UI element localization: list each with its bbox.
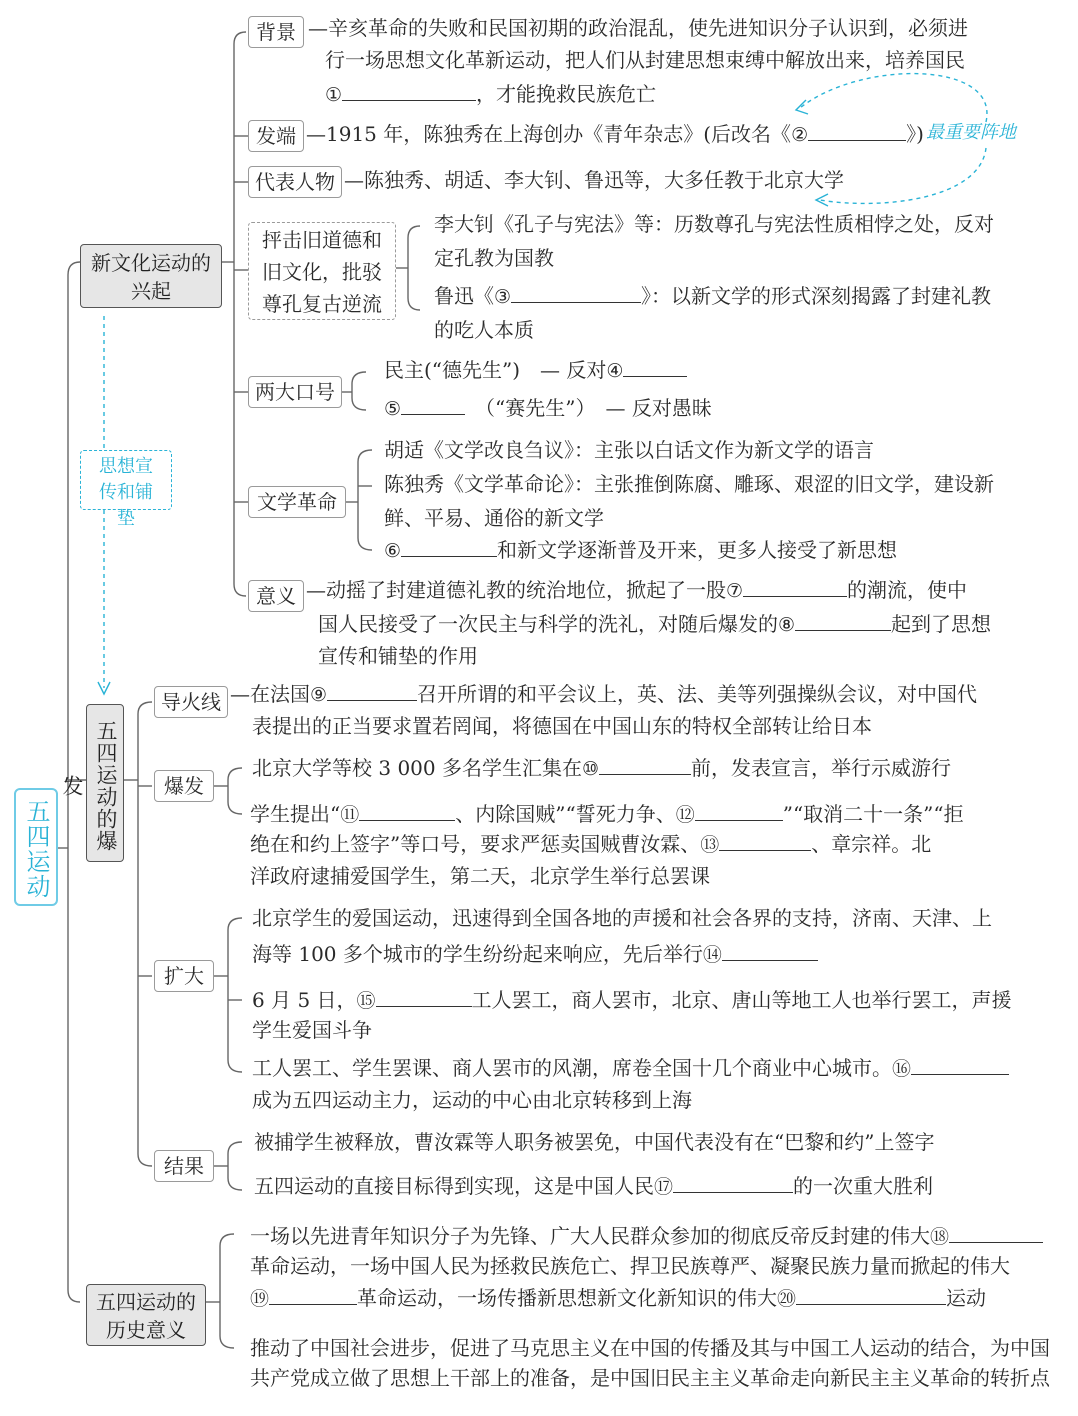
blank-17[interactable] (673, 1170, 793, 1193)
daohuo-line-1: —在法国⑨ 召开所谓的和平会议上，英、法、美等列强操纵会议，对中国代 (230, 678, 977, 712)
kuoda-a-1: 北京学生的爱国运动，迅速得到全国各地的声援和社会各界的支持，济南、天津、上 (252, 906, 992, 930)
kouhao-line-1: 民主(“德先生”) — 反对④ (384, 354, 687, 388)
kuoda-b-1: 6 月 5 日，⑮ 工人罢工，商人罢市，北京、唐山等地工人也举行罢工，声援 (252, 984, 1012, 1018)
wenxue-label: 文学革命 (248, 486, 346, 518)
bao-line-2: 学生提出“⑪ 、内除国贼”“誓死力争、⑫ ”“取消二十一条”“拒 (250, 798, 964, 832)
faduan-label: 发端 (248, 120, 304, 152)
blank-1[interactable] (342, 78, 476, 101)
daohuo-line-2: 表提出的正当要求置若罔闻，将德国在中国山东的特权全部转让给日本 (252, 714, 872, 738)
blank-15[interactable] (376, 984, 472, 1007)
blank-2[interactable] (808, 118, 906, 141)
wenxue-hu: 胡适《文学改良刍议》：主张以白话文作为新文学的语言 (384, 438, 874, 462)
lishi-a-1: 一场以先进青年知识分子为先锋、广大人民群众参加的彻底反帝反封建的伟大⑱ (250, 1220, 1043, 1254)
kuoda-b-2: 学生爱国斗争 (252, 1018, 372, 1042)
lishi-b-1: 推动了中国社会进步，促进了马克思主义在中国的传播及其与中国工人运动的结合，为中国 (250, 1336, 1050, 1360)
blank-4[interactable] (623, 354, 687, 377)
kuoda-c-2: 成为五四运动主力，运动的中心由北京转移到上海 (252, 1088, 692, 1112)
daibiao-label: 代表人物 (248, 166, 342, 198)
blank-1-number: ① (325, 84, 343, 106)
yiyi-line-2: 国人民接受了一次民主与科学的洗礼，对随后爆发的⑧ 起到了思想 (318, 608, 991, 642)
yiyi-label: 意义 (248, 580, 304, 612)
blank-16[interactable] (911, 1052, 1009, 1075)
pengji-lu-1: 鲁迅《③ 》：以新文学的形式深刻揭露了封建礼教 (434, 280, 991, 314)
branch-xinwenhua-title: 新文化运动的兴起 (80, 244, 222, 308)
blank-10[interactable] (599, 752, 691, 775)
annotation-label: 最重要阵地 (926, 122, 1016, 143)
root-node: 五四运动 (14, 788, 58, 906)
blank-9[interactable] (327, 678, 417, 701)
bao-line-3: 绝在和约上签字”等口号，要求严惩卖国贼曹汝霖、⑬ 、章宗祥。北 (250, 828, 931, 862)
daibiao-text: —陈独秀、胡适、李大钊、鲁迅等，大多任教于北京大学 (344, 168, 844, 192)
jieguo-label: 结果 (154, 1150, 214, 1182)
blank-3[interactable] (511, 280, 641, 303)
kouhao-line-2: ⑤ （“赛先生”） — 反对愚昧 (384, 392, 712, 426)
daohuo-label: 导火线 (154, 686, 228, 718)
blank-12[interactable] (695, 798, 783, 821)
blank-18[interactable] (949, 1220, 1043, 1243)
blank-6[interactable] (401, 534, 497, 557)
lishi-a-2: 革命运动，一场中国人民为拯救民族危亡、捍卫民族尊严、凝聚民族力量而掀起的伟大 (250, 1254, 1010, 1278)
beijing-text-3: ① ，才能挽救民族危亡 (325, 78, 656, 112)
kouhao-label: 两大口号 (248, 376, 342, 408)
beijing-text-2: 行一场思想文化革新运动，把人们从封建思想束缚中解放出来，培养国民 (325, 48, 965, 72)
pengji-lu-2: 的吃人本质 (434, 318, 534, 342)
jieguo-line-1: 被捕学生被释放，曹汝霖等人职务被罢免，中国代表没有在“巴黎和约”上签字 (254, 1130, 935, 1154)
yiyi-line-3: 宣传和铺垫的作用 (318, 644, 478, 668)
wenxue-chen-1: 陈独秀《文学革命论》：主张推倒陈腐、雕琢、艰涩的旧文学，建设新 (384, 472, 994, 496)
lishi-a-3: ⑲ 革命运动，一场传播新思想新文化新知识的伟大⑳ 运动 (250, 1282, 986, 1316)
wenxue-line-3: ⑥ 和新文学逐渐普及开来，更多人接受了新思想 (384, 534, 897, 568)
blank-7[interactable] (743, 574, 847, 597)
beijing-label: 背景 (248, 16, 304, 48)
yiyi-line-1: —动摇了封建道德礼教的统治地位，掀起了一股⑦ 的潮流，使中 (306, 574, 967, 608)
beijing-text-1: —辛亥革命的失败和民国初期的政治混乱，使先进知识分子认识到，必须进 (308, 16, 968, 40)
pengji-li-2: 定孔教为国教 (434, 246, 554, 270)
blank-20[interactable] (796, 1282, 946, 1305)
kuoda-c-1: 工人罢工、学生罢课、商人罢市的风潮，席卷全国十几个商业中心城市。⑯ (252, 1052, 1009, 1086)
kuoda-a-2: 海等 100 多个城市的学生纷纷起来响应，先后举行⑭ (252, 938, 818, 972)
jieguo-line-2: 五四运动的直接目标得到实现，这是中国人民⑰ 的一次重大胜利 (254, 1170, 933, 1204)
lishi-b-2: 共产党成立做了思想上干部上的准备，是中国旧民主主义革命走向新民主主义革命的转折点 (250, 1366, 1050, 1390)
wenxue-chen-2: 鲜、平易、通俗的新文学 (384, 506, 604, 530)
pengji-li-1: 李大钊《孔子与宪法》等：历数尊孔与宪法性质相悖之处，反对 (434, 212, 994, 236)
faduan-text: —1915 年，陈独秀在上海创办《青年杂志》(后改名《② 》) (306, 118, 924, 152)
blank-5[interactable] (401, 392, 465, 415)
bao-line-1: 北京大学等校 3 000 多名学生汇集在⑩ 前，发表宣言，举行示威游行 (252, 752, 951, 786)
blank-19[interactable] (269, 1282, 357, 1305)
pengji-label: 抨击旧道德和 旧文化，批驳 尊孔复古逆流 (248, 222, 396, 320)
blank-13[interactable] (719, 828, 811, 851)
blank-8[interactable] (795, 608, 891, 631)
branch-lishi-title: 五四运动的历史意义 (86, 1284, 206, 1346)
branch-baofa-title: 五四运动的爆发 (86, 704, 124, 862)
kuoda-label: 扩大 (154, 960, 214, 992)
blank-11[interactable] (359, 798, 455, 821)
blank-14[interactable] (722, 938, 818, 961)
side-note: 思想宣传和铺垫 (80, 450, 172, 510)
bao-line-4: 洋政府逮捕爱国学生，第二天，北京学生举行总罢课 (250, 864, 710, 888)
bao-label: 爆发 (154, 770, 214, 802)
